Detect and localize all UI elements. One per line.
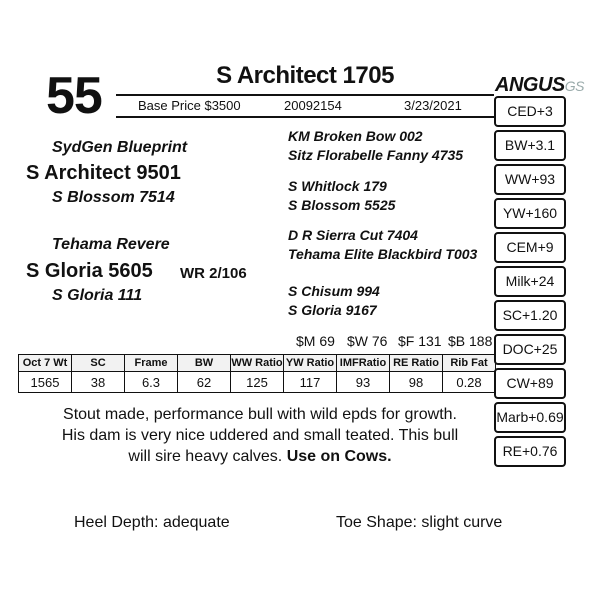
dam-dam: S Gloria 111 <box>52 287 143 304</box>
epd-ww: WW+93 <box>494 164 566 195</box>
dollar-m: $M 69 <box>296 333 335 349</box>
dam-dam-dam: S Gloria 9167 <box>288 302 377 318</box>
table-header-cell: IMFRatio <box>337 355 390 372</box>
dollar-b: $B 188 <box>448 333 493 349</box>
epd-milk: Milk+24 <box>494 266 566 297</box>
angus-gs-logo <box>495 74 584 97</box>
description-line-3 <box>20 446 500 467</box>
epd-bw: BW+3.1 <box>494 130 566 161</box>
lot-number: 55 <box>46 67 102 125</box>
epd-yw: YW+160 <box>494 198 566 229</box>
toe-shape: Toe Shape: slight curve <box>336 514 503 531</box>
registration-number: 20092154 <box>284 98 342 113</box>
table-cell: 117 <box>284 372 337 393</box>
pedigree-group-1 <box>288 127 463 165</box>
table-header-row <box>19 355 496 372</box>
table-cell: 125 <box>231 372 284 393</box>
dollar-w: $W 76 <box>347 333 388 349</box>
performance-table <box>18 354 496 393</box>
dam-sire-sire: D R Sierra Cut 7404 <box>288 227 418 243</box>
description-emphasis: Use on Cows. <box>286 448 392 465</box>
heel-depth: Heel Depth: adequate <box>74 514 230 531</box>
table-cell: 6.3 <box>125 372 178 393</box>
table-row <box>19 372 496 393</box>
sire-sire-sire: KM Broken Bow 002 <box>288 128 423 144</box>
table-header-cell: Oct 7 Wt <box>19 355 72 372</box>
epd-doc: DOC+25 <box>494 334 566 365</box>
table-cell: 62 <box>178 372 231 393</box>
table-header-cell: Frame <box>125 355 178 372</box>
table-header-cell: BW <box>178 355 231 372</box>
base-price: Base Price $3500 <box>138 98 241 113</box>
header-bar <box>116 94 494 118</box>
sire-dam: S Blossom 7514 <box>52 189 175 206</box>
epd-column <box>494 96 566 470</box>
pedigree-group-4 <box>288 282 380 320</box>
sire-sire: SydGen Blueprint <box>52 139 188 156</box>
description-line-3-text: will sire heavy calves. <box>128 448 283 465</box>
description-line-1: Stout made, performance bull with wild epds for growth. <box>63 406 457 423</box>
angus-logo-text: ANGUS <box>495 74 565 96</box>
table-cell: 98 <box>390 372 443 393</box>
sire-dam-dam: S Blossom 5525 <box>288 197 396 213</box>
gs-logo-text: GS <box>564 78 584 94</box>
epd-ced: CED+3 <box>494 96 566 127</box>
dam-sire-dam: Tehama Elite Blackbird T003 <box>288 246 478 262</box>
sire-dam-sire: S Whitlock 179 <box>288 178 387 194</box>
description-line-2: His dam is very nice uddered and small teated. This bull <box>61 427 459 444</box>
epd-sc: SC+1.20 <box>494 300 566 331</box>
sire-sire-dam: Sitz Florabelle Fanny 4735 <box>288 147 464 163</box>
epd-re: RE+0.76 <box>494 436 566 467</box>
table-header-cell: WW Ratio <box>231 355 284 372</box>
epd-marb: Marb+0.69 <box>494 402 566 433</box>
table-header-cell: YW Ratio <box>284 355 337 372</box>
pedigree-group-2 <box>288 177 395 215</box>
table-cell: 38 <box>72 372 125 393</box>
epd-cw: CW+89 <box>494 368 566 399</box>
description <box>20 404 500 467</box>
dam-dam-sire: S Chisum 994 <box>288 283 380 299</box>
weaning-ratio: WR 2/106 <box>180 265 247 282</box>
table-header-cell: Rib Fat <box>443 355 496 372</box>
table-cell: 93 <box>337 372 390 393</box>
table-header-cell: SC <box>72 355 125 372</box>
table-cell: 1565 <box>19 372 72 393</box>
table-header-cell: RE Ratio <box>390 355 443 372</box>
table-cell: 0.28 <box>443 372 496 393</box>
dollar-f: $F 131 <box>398 333 442 349</box>
epd-cem: CEM+9 <box>494 232 566 263</box>
pedigree-group-3 <box>288 226 477 264</box>
bull-name: S Architect 1705 <box>216 62 394 89</box>
dam: S Gloria 5605 <box>26 260 153 282</box>
sire: S Architect 9501 <box>26 162 181 184</box>
dam-sire: Tehama Revere <box>52 236 170 253</box>
birth-date: 3/23/2021 <box>404 98 462 113</box>
